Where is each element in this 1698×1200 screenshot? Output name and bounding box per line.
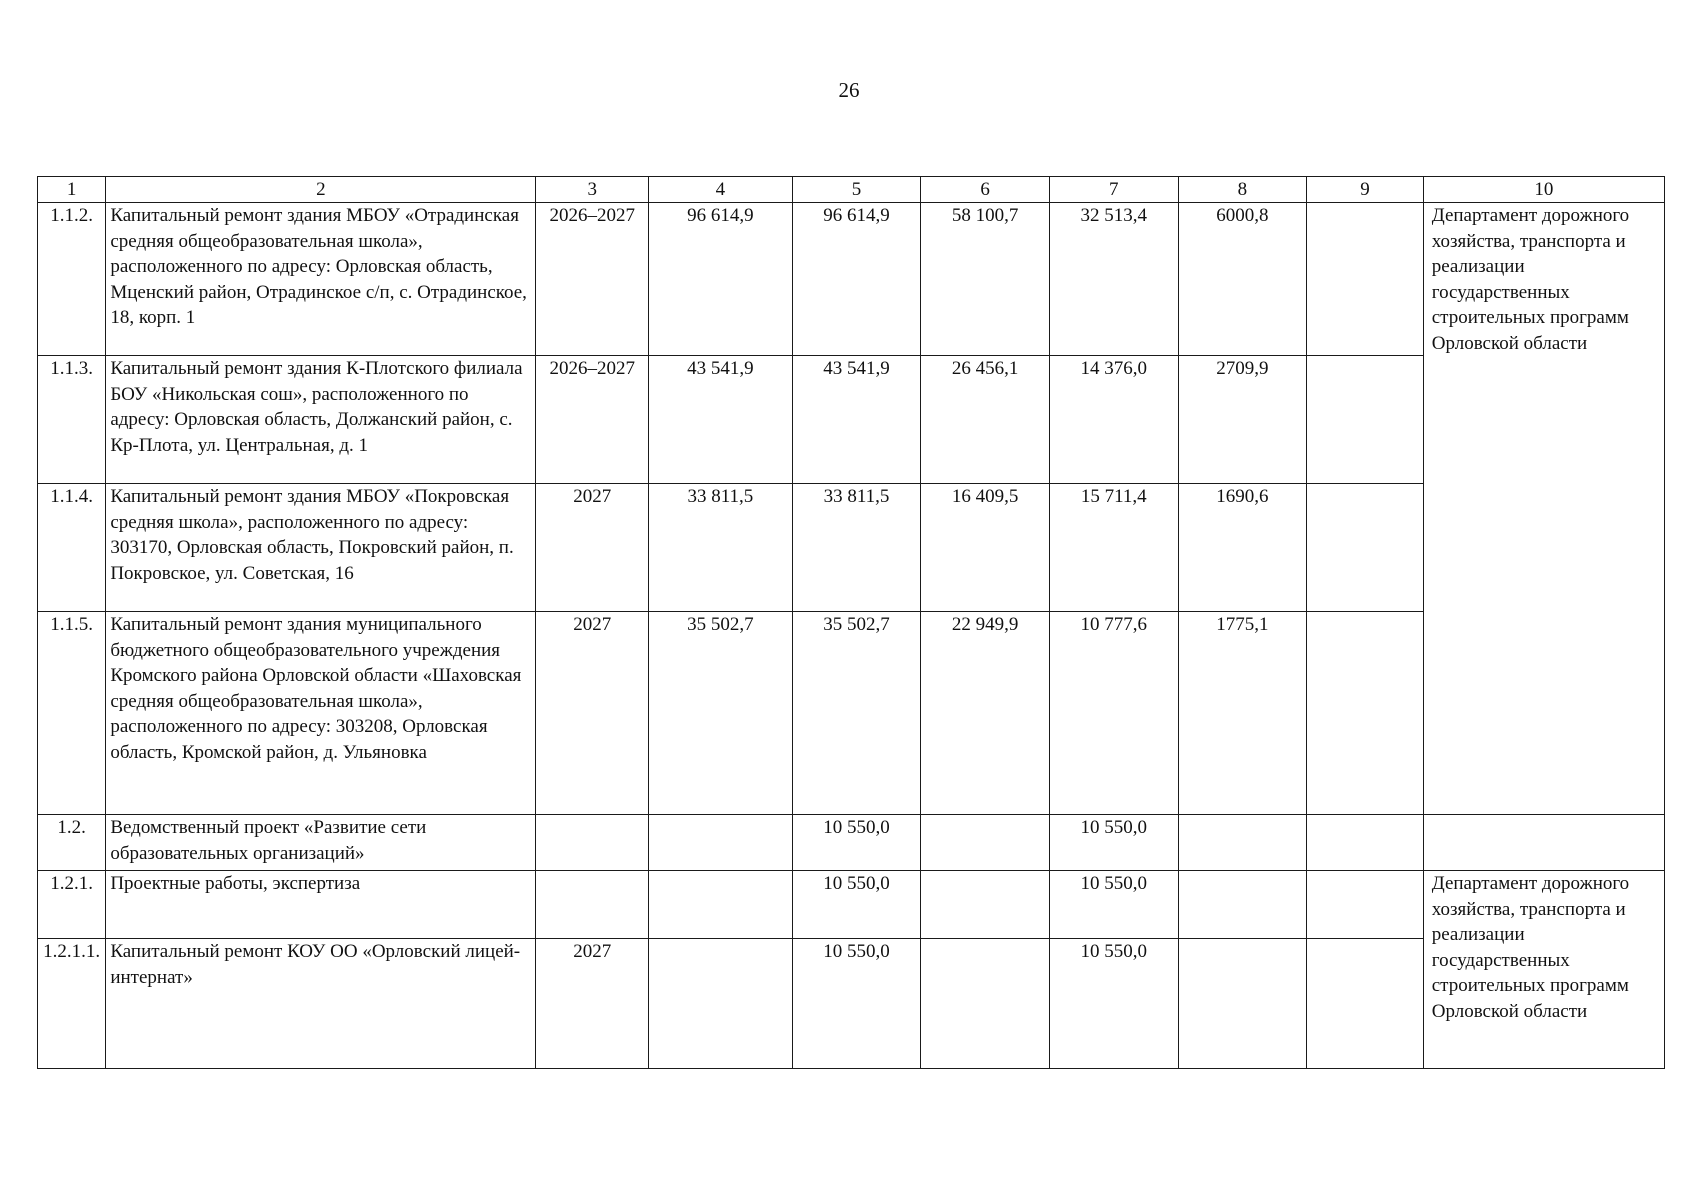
row-number: 1.2.1. [38,871,106,939]
row-value-9 [1307,356,1424,484]
column-header: 7 [1049,177,1178,203]
row-period: 2027 [536,612,649,815]
row-value-4: 35 502,7 [648,612,792,815]
row-value-5: 43 541,9 [792,356,921,484]
row-value-9 [1307,939,1424,1069]
row-value-8 [1178,871,1307,939]
row-value-4: 33 811,5 [648,484,792,612]
responsible-org: Департамент дорожного хозяйства, транспорта и реализации государственных строительных программ Орловской области [1423,203,1664,815]
row-value-5: 10 550,0 [792,939,921,1069]
column-header: 8 [1178,177,1307,203]
table-row [38,871,1665,939]
row-period: 2027 [536,939,649,1069]
column-header: 5 [792,177,921,203]
row-value-9 [1307,484,1424,612]
row-value-6 [921,871,1050,939]
row-value-4 [648,939,792,1069]
page-number: 26 [838,78,860,102]
table-row [38,612,1665,815]
table-row [38,484,1665,612]
row-value-6 [921,815,1050,871]
row-value-6: 16 409,5 [921,484,1050,612]
column-header: 3 [536,177,649,203]
row-value-8: 2709,9 [1178,356,1307,484]
row-value-6: 22 949,9 [921,612,1050,815]
row-value-9 [1307,612,1424,815]
column-number-row [38,177,1665,203]
row-period: 2026–2027 [536,356,649,484]
column-header: 10 [1423,177,1664,203]
row-name: Проектные работы, экспертиза [106,871,536,939]
row-period: 2027 [536,484,649,612]
row-value-8: 6000,8 [1178,203,1307,356]
responsible-org: Департамент дорожного хозяйства, транспорта и реализации государственных строительных программ Орловской области [1423,871,1664,1069]
row-value-5: 35 502,7 [792,612,921,815]
row-value-6 [921,939,1050,1069]
row-name: Капитальный ремонт здания МБОУ «Отрадинская средняя общеобразовательная школа», расположенного по адресу: Орловская область, Мценский район, Отрадинское с/п, с. Отрадинское, 18, корп. 1 [106,203,536,356]
row-name: Капитальный ремонт здания муниципального бюджетного общеобразовательного учреждения Кромского района Орловской области «Шаховская средняя общеобразовательная школа», расположенного по адресу: 303208, Орловская область, Кромской район, д. Ульяновка [106,612,536,815]
row-value-8: 1775,1 [1178,612,1307,815]
row-value-6: 58 100,7 [921,203,1050,356]
column-header: 6 [921,177,1050,203]
row-value-4: 43 541,9 [648,356,792,484]
row-value-8 [1178,815,1307,871]
column-header: 1 [38,177,106,203]
row-number: 1.1.3. [38,356,106,484]
row-value-7: 10 550,0 [1049,939,1178,1069]
row-name: Капитальный ремонт КОУ ОО «Орловский лицей-интернат» [106,939,536,1069]
responsible-org [1423,815,1664,871]
row-value-7: 14 376,0 [1049,356,1178,484]
row-value-4 [648,815,792,871]
row-value-7: 15 711,4 [1049,484,1178,612]
table-row [38,815,1665,871]
row-number: 1.1.5. [38,612,106,815]
row-number: 1.1.2. [38,203,106,356]
row-value-5: 10 550,0 [792,815,921,871]
row-name: Капитальный ремонт здания К-Плотского филиала БОУ «Никольская сош», расположенного по адресу: Орловская область, Должанский район, с. Кр-Плота, ул. Центральная, д. 1 [106,356,536,484]
row-value-7: 10 777,6 [1049,612,1178,815]
row-value-5: 96 614,9 [792,203,921,356]
row-name: Капитальный ремонт здания МБОУ «Покровская средняя школа», расположенного по адресу: 303170, Орловская область, Покровский район, п. Покровское, ул. Советская, 16 [106,484,536,612]
row-value-4 [648,871,792,939]
row-number: 1.2. [38,815,106,871]
row-value-4: 96 614,9 [648,203,792,356]
row-number: 1.1.4. [38,484,106,612]
row-value-5: 33 811,5 [792,484,921,612]
row-value-7: 10 550,0 [1049,815,1178,871]
row-name: Ведомственный проект «Развитие сети образовательных организаций» [106,815,536,871]
column-header: 4 [648,177,792,203]
row-period [536,871,649,939]
row-value-9 [1307,203,1424,356]
row-number: 1.2.1.1. [38,939,106,1069]
row-period: 2026–2027 [536,203,649,356]
row-value-5: 10 550,0 [792,871,921,939]
column-header: 2 [106,177,536,203]
column-header: 9 [1307,177,1424,203]
table-row [38,356,1665,484]
row-value-8: 1690,6 [1178,484,1307,612]
row-value-7: 32 513,4 [1049,203,1178,356]
row-value-6: 26 456,1 [921,356,1050,484]
row-period [536,815,649,871]
table-row [38,939,1665,1069]
row-value-7: 10 550,0 [1049,871,1178,939]
row-value-9 [1307,871,1424,939]
row-value-9 [1307,815,1424,871]
program-table [37,176,1665,1069]
table-row [38,203,1665,356]
row-value-8 [1178,939,1307,1069]
